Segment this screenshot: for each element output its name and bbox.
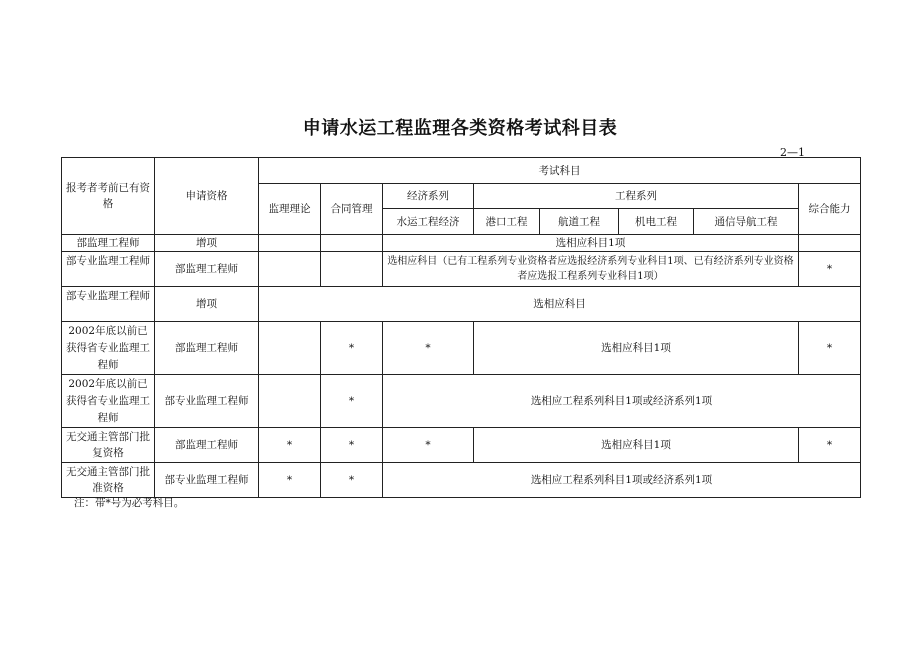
cell-apply: 增项 xyxy=(155,235,259,252)
cell-subjects: 选相应工程系列科目1项或经济系列1项 xyxy=(383,463,861,498)
table-number: 2—1 xyxy=(780,146,805,159)
cell-prior: 部监理工程师 xyxy=(62,235,155,252)
header-comprehensive-ability: 综合能力 xyxy=(799,184,861,235)
header-contract-management: 合同管理 xyxy=(321,184,383,235)
cell-theory: * xyxy=(259,428,321,463)
header-port-engineering: 港口工程 xyxy=(474,209,540,235)
exam-subject-table xyxy=(61,157,861,498)
cell-subjects: 选相应科目1项 xyxy=(383,235,799,252)
table-row xyxy=(62,235,861,252)
cell-contract xyxy=(321,252,383,287)
footnote: 注：带*号为必考科目。 xyxy=(74,497,185,509)
cell-comprehensive: * xyxy=(799,322,861,375)
cell-apply: 部监理工程师 xyxy=(155,428,259,463)
cell-comprehensive xyxy=(799,235,861,252)
header-communication-navigation: 通信导航工程 xyxy=(694,209,799,235)
cell-economics: * xyxy=(383,322,474,375)
table-row xyxy=(62,287,861,322)
header-supervision-theory: 监理理论 xyxy=(259,184,321,235)
cell-apply: 增项 xyxy=(155,287,259,322)
table-row xyxy=(62,375,861,428)
header-economic-series: 经济系列 xyxy=(383,184,474,209)
cell-apply: 部监理工程师 xyxy=(155,252,259,287)
header-apply-qualification: 申请资格 xyxy=(155,158,259,235)
table-row xyxy=(62,322,861,375)
cell-economics: * xyxy=(383,428,474,463)
cell-theory: * xyxy=(259,463,321,498)
cell-theory xyxy=(259,235,321,252)
cell-subjects: 选相应科目1项 xyxy=(474,428,799,463)
cell-prior: 部专业监理工程师 xyxy=(62,287,155,322)
cell-contract: * xyxy=(321,322,383,375)
header-prior-qualification: 报考者考前已有资格 xyxy=(62,158,155,235)
cell-theory xyxy=(259,322,321,375)
cell-prior: 无交通主管部门批复资格 xyxy=(62,428,155,463)
cell-subjects: 选相应工程系列科目1项或经济系列1项 xyxy=(383,375,861,428)
cell-contract: * xyxy=(321,463,383,498)
header-mechanical-electrical: 机电工程 xyxy=(619,209,694,235)
cell-prior: 2002年底以前已获得省专业监理工程师 xyxy=(62,375,155,428)
cell-subjects: 选相应科目1项 xyxy=(474,322,799,375)
cell-prior: 部专业监理工程师 xyxy=(62,252,155,287)
table-row xyxy=(62,428,861,463)
cell-contract: * xyxy=(321,428,383,463)
table-row xyxy=(62,463,861,498)
header-channel-engineering: 航道工程 xyxy=(540,209,619,235)
page-title: 申请水运工程监理各类资格考试科目表 xyxy=(302,118,618,139)
cell-comprehensive: * xyxy=(799,428,861,463)
cell-theory xyxy=(259,375,321,428)
cell-subjects: 选相应科目（已有工程系列专业资格者应选报经济系列专业科目1项、已有经济系列专业资格者应选报工程系列专业科目1项） xyxy=(383,252,799,287)
cell-comprehensive: * xyxy=(799,252,861,287)
header-exam-subjects: 考试科目 xyxy=(259,158,861,184)
cell-subjects: 选相应科目 xyxy=(259,287,861,322)
cell-apply: 部监理工程师 xyxy=(155,322,259,375)
cell-contract xyxy=(321,235,383,252)
cell-prior: 无交通主管部门批准资格 xyxy=(62,463,155,498)
cell-theory xyxy=(259,252,321,287)
cell-apply: 部专业监理工程师 xyxy=(155,463,259,498)
header-waterway-economics: 水运工程经济 xyxy=(383,209,474,235)
cell-apply: 部专业监理工程师 xyxy=(155,375,259,428)
cell-contract: * xyxy=(321,375,383,428)
header-engineering-series: 工程系列 xyxy=(474,184,799,209)
table-row xyxy=(62,252,861,287)
cell-prior: 2002年底以前已获得省专业监理工程师 xyxy=(62,322,155,375)
